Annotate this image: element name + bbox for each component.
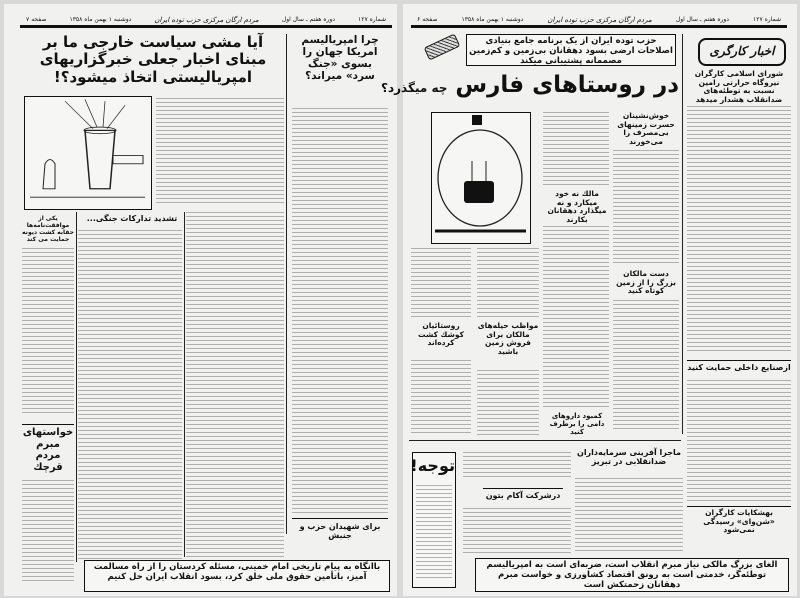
right-page xyxy=(381,4,797,596)
page-number: صفحه ۶ xyxy=(417,16,438,23)
subheadline-vet-medicine: کمبود داروهای دامی را برطرف کنید xyxy=(549,412,605,437)
cartoon xyxy=(431,112,531,244)
subheadline-big-landlords: دست مالکان بزرگ را از زمین کوتاه کنید xyxy=(616,269,676,296)
text-column xyxy=(543,112,609,186)
issue-number: شماره ۱۲۷ xyxy=(753,16,781,23)
subheadline-domestic-industry: ازصنایع داخلی حمایت کنید xyxy=(687,360,791,372)
volume: دوره هفتم ـ سال اول xyxy=(675,16,729,23)
cartoon xyxy=(24,96,152,210)
text-column xyxy=(292,108,388,514)
left-page xyxy=(4,4,397,596)
bottom-banner: باانگاه به پیام تاریخی امام خمینی، مسئله کردستان را از راه مسالمت آمیز، باتأمین حقوق ملی خلق کرد، بسود انقلاب ایران حل کنیم xyxy=(84,560,390,592)
section-logo: اخبار کارگری xyxy=(698,38,786,66)
text-column xyxy=(463,508,571,554)
column-divider xyxy=(184,212,185,557)
main-headline-suffix: چه میگذرد؟ xyxy=(381,81,448,95)
subheadline-workers-complaints: بهشکایات کارگران «شن‌وای» رسیدگی نمی‌شود xyxy=(687,506,791,535)
subheadline-tabriz: ماجرا آفرینی سرمایه‌داران ضدانقلابی در تبریز xyxy=(576,448,681,467)
text-column xyxy=(186,212,284,557)
masthead: مردم ارگان مرکزی حزب توده ایران xyxy=(547,15,652,24)
attention-title: توجه! xyxy=(410,456,455,475)
text-column xyxy=(575,478,683,554)
text-column xyxy=(687,106,791,352)
text-column xyxy=(22,248,74,414)
volume: دوره هفتم ـ سال اول xyxy=(281,16,335,23)
masthead: مردم ارگان مرکزی حزب توده ایران xyxy=(154,15,259,24)
main-headline-text: در روستاهای فارس xyxy=(455,72,679,98)
text-column xyxy=(411,248,471,318)
main-headline: آیا مشی سیاست خارجی ما بر مبنای اخبار جعلی خبرگزاریهای امپریالیستی اتخاذ میشود؟! xyxy=(39,33,267,86)
bottom-banner: الغای بزرگ مالکی نیاز مبرم انقلاب است، ضربه‌ای است به امپریالیسم توطئه‌گر، خدمتی است به رونق اقتصاد کشاورزی و خواست مبرم دهقانان زحمتکش است xyxy=(475,558,789,592)
subheadline-agreement: یکی از موافقت‌نامه‌ها حقابه کشت دیونه حمایت می کند xyxy=(22,215,74,243)
text-column xyxy=(477,370,539,436)
stamp-icon xyxy=(424,33,461,60)
demands-box: خواستهای مبرم مردم قرچك xyxy=(22,424,74,473)
text-column xyxy=(156,98,284,206)
date: دوشنبه ۱ بهمن ماه ۱۳۵۸ xyxy=(461,16,524,23)
text-column xyxy=(411,360,471,436)
workers-headline: شورای اسلامی کارگران نیروگاه حرارتی رامین نسبت به توطئه‌های ضدانقلاب هشدار میدهد xyxy=(694,69,784,104)
column-divider xyxy=(682,34,683,434)
column-divider xyxy=(286,34,287,534)
text-column xyxy=(613,300,679,429)
text-column xyxy=(78,230,182,560)
date: دوشنبه ۱ بهمن ماه ۱۳۵۸ xyxy=(69,16,132,23)
main-headline xyxy=(381,72,679,98)
text-column xyxy=(22,480,74,584)
text-column xyxy=(477,248,539,318)
text-column xyxy=(463,452,571,480)
page-number: صفحه ۷ xyxy=(26,16,47,23)
boxed-headline: حزب توده ایران از یک برنامه جامع بنیادی اصلاحات ارضی بسود دهقانان بی‌زمین و کم‌زمین مصممانه پشتیبانی میکند xyxy=(466,34,676,66)
page-header xyxy=(411,14,787,28)
subheadline-land-sale: مواظب حیله‌های مالکان برای فروش زمین باشید xyxy=(477,321,539,356)
text-column xyxy=(613,150,679,266)
column-divider xyxy=(76,212,77,562)
text-column xyxy=(687,380,791,502)
martyrs-headline: برای شهیدان حزب و جنبش xyxy=(292,518,388,540)
cartoon-drawing xyxy=(25,97,150,208)
subheadline-kushk: روستائیان کوشك کشت کرده‌اند xyxy=(418,321,464,348)
text-column xyxy=(416,485,452,581)
attention-box xyxy=(412,452,456,588)
issue-number: شماره ۱۲۷ xyxy=(358,16,386,23)
cartoon-landlord xyxy=(432,113,529,242)
subheadline-sharecroppers: خوش‌نشینان حسرت زمینهای بی‌مصرف را می‌خورند xyxy=(617,111,675,146)
text-column xyxy=(543,226,609,407)
page-header xyxy=(20,14,392,28)
section-divider xyxy=(409,440,681,441)
subheadline-war: تشدید تدارکات جنگی... xyxy=(86,214,178,223)
subheadline-landlord: مالك نه خود میكارد و نه میگذارد دهقانان بكارند xyxy=(547,189,607,224)
subheadline-akam-beton: درشرکت آکام بتون xyxy=(483,488,563,500)
side-headline: چرا امپریالیسم امریکا جهان را بسوی «جنگ سرد» میراند؟ xyxy=(301,34,379,83)
